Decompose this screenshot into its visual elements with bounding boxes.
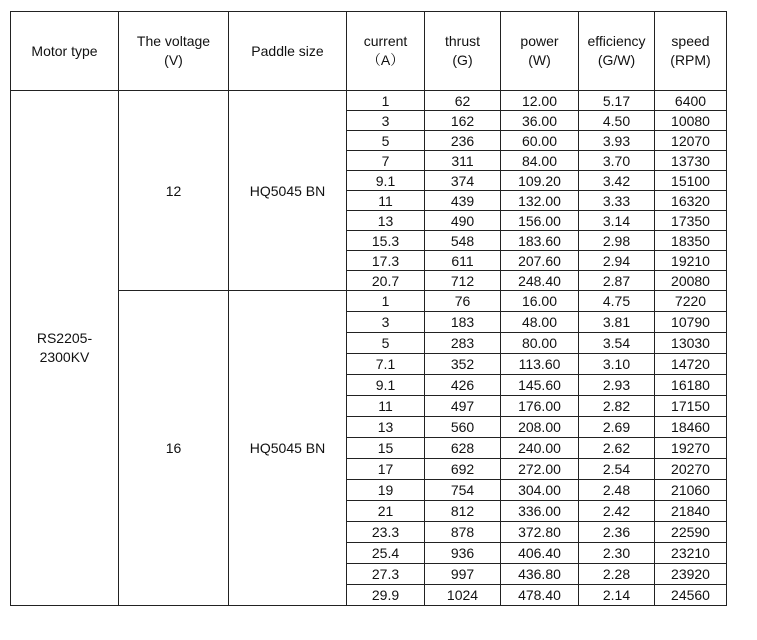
power-cell: 109.20 [501, 171, 579, 191]
speed-cell: 10080 [655, 111, 727, 131]
speed-cell: 17150 [655, 396, 727, 417]
motor-model-line2: 2300KV [39, 349, 90, 365]
efficiency-cell: 2.28 [579, 564, 655, 585]
speed-cell: 20270 [655, 459, 727, 480]
thrust-cell: 560 [425, 417, 501, 438]
efficiency-cell: 2.62 [579, 438, 655, 459]
current-cell: 17 [347, 459, 425, 480]
thrust-cell: 311 [425, 151, 501, 171]
header-unit: (G) [452, 52, 473, 68]
thrust-cell: 712 [425, 271, 501, 291]
header-unit: (W) [528, 52, 551, 68]
power-cell: 208.00 [501, 417, 579, 438]
power-cell: 60.00 [501, 131, 579, 151]
thrust-cell: 426 [425, 375, 501, 396]
speed-cell: 13730 [655, 151, 727, 171]
efficiency-cell: 2.14 [579, 585, 655, 606]
power-cell: 176.00 [501, 396, 579, 417]
header-paddle-size [229, 12, 347, 91]
efficiency-cell: 5.17 [579, 91, 655, 111]
current-cell: 25.4 [347, 543, 425, 564]
thrust-cell: 812 [425, 501, 501, 522]
header-label: The voltage [136, 33, 211, 49]
current-cell: 19 [347, 480, 425, 501]
thrust-cell: 997 [425, 564, 501, 585]
power-cell: 478.40 [501, 585, 579, 606]
speed-cell: 23920 [655, 564, 727, 585]
power-cell: 132.00 [501, 191, 579, 211]
speed-cell: 6400 [655, 91, 727, 111]
header-label: Paddle size [251, 42, 324, 59]
power-cell: 36.00 [501, 111, 579, 131]
thrust-cell: 611 [425, 251, 501, 271]
power-cell: 84.00 [501, 151, 579, 171]
motor-test-table [10, 11, 727, 606]
power-cell: 406.40 [501, 543, 579, 564]
table-container [10, 11, 727, 606]
voltage-cell: 16 [119, 291, 229, 606]
efficiency-cell: 3.33 [579, 191, 655, 211]
current-cell: 23.3 [347, 522, 425, 543]
current-cell: 29.9 [347, 585, 425, 606]
header-label: Motor type [31, 42, 98, 59]
efficiency-cell: 2.54 [579, 459, 655, 480]
thrust-cell: 628 [425, 438, 501, 459]
power-cell: 207.60 [501, 251, 579, 271]
header-current [347, 12, 425, 91]
thrust-cell: 754 [425, 480, 501, 501]
power-cell: 156.00 [501, 211, 579, 231]
power-cell: 336.00 [501, 501, 579, 522]
header-label: efficiency [587, 33, 646, 49]
current-cell: 5 [347, 333, 425, 354]
paddle-size-cell: HQ5045 BN [229, 91, 347, 291]
thrust-cell: 76 [425, 291, 501, 312]
efficiency-cell: 2.87 [579, 271, 655, 291]
power-cell: 272.00 [501, 459, 579, 480]
power-cell: 183.60 [501, 231, 579, 251]
efficiency-cell: 2.93 [579, 375, 655, 396]
current-cell: 15 [347, 438, 425, 459]
speed-cell: 22590 [655, 522, 727, 543]
speed-cell: 15100 [655, 171, 727, 191]
thrust-cell: 497 [425, 396, 501, 417]
current-cell: 15.3 [347, 231, 425, 251]
efficiency-cell: 3.14 [579, 211, 655, 231]
efficiency-cell: 2.69 [579, 417, 655, 438]
efficiency-cell: 2.98 [579, 231, 655, 251]
table-row [11, 291, 727, 312]
efficiency-cell: 2.82 [579, 396, 655, 417]
current-cell: 1 [347, 91, 425, 111]
speed-cell: 23210 [655, 543, 727, 564]
efficiency-cell: 2.48 [579, 480, 655, 501]
power-cell: 12.00 [501, 91, 579, 111]
current-cell: 27.3 [347, 564, 425, 585]
power-cell: 372.80 [501, 522, 579, 543]
speed-cell: 13030 [655, 333, 727, 354]
power-cell: 48.00 [501, 312, 579, 333]
speed-cell: 16320 [655, 191, 727, 211]
thrust-cell: 162 [425, 111, 501, 131]
thrust-cell: 283 [425, 333, 501, 354]
header-unit: (RPM) [670, 52, 711, 68]
speed-cell: 10790 [655, 312, 727, 333]
efficiency-cell: 4.75 [579, 291, 655, 312]
power-cell: 16.00 [501, 291, 579, 312]
power-cell: 436.80 [501, 564, 579, 585]
header-power [501, 12, 579, 91]
thrust-cell: 692 [425, 459, 501, 480]
current-cell: 11 [347, 191, 425, 211]
efficiency-cell: 4.50 [579, 111, 655, 131]
power-cell: 145.60 [501, 375, 579, 396]
speed-cell: 19210 [655, 251, 727, 271]
current-cell: 20.7 [347, 271, 425, 291]
efficiency-cell: 2.94 [579, 251, 655, 271]
efficiency-cell: 2.42 [579, 501, 655, 522]
speed-cell: 16180 [655, 375, 727, 396]
paddle-size-cell: HQ5045 BN [229, 291, 347, 606]
current-cell: 13 [347, 211, 425, 231]
current-cell: 9.1 [347, 375, 425, 396]
header-label: speed [671, 33, 710, 49]
voltage-cell: 12 [119, 91, 229, 291]
current-cell: 5 [347, 131, 425, 151]
speed-cell: 7220 [655, 291, 727, 312]
efficiency-cell: 3.10 [579, 354, 655, 375]
efficiency-cell: 3.93 [579, 131, 655, 151]
efficiency-cell: 3.81 [579, 312, 655, 333]
thrust-cell: 936 [425, 543, 501, 564]
current-cell: 9.1 [347, 171, 425, 191]
thrust-cell: 548 [425, 231, 501, 251]
table-body [11, 91, 727, 606]
current-cell: 3 [347, 312, 425, 333]
thrust-cell: 439 [425, 191, 501, 211]
efficiency-cell: 2.36 [579, 522, 655, 543]
power-cell: 304.00 [501, 480, 579, 501]
power-cell: 80.00 [501, 333, 579, 354]
header-unit: (G/W) [597, 52, 636, 68]
speed-cell: 19270 [655, 438, 727, 459]
speed-cell: 24560 [655, 585, 727, 606]
thrust-cell: 352 [425, 354, 501, 375]
header-row [11, 12, 727, 91]
current-cell: 13 [347, 417, 425, 438]
header-label: power [520, 33, 559, 49]
header-label: current [363, 33, 408, 49]
speed-cell: 18460 [655, 417, 727, 438]
efficiency-cell: 3.54 [579, 333, 655, 354]
thrust-cell: 1024 [425, 585, 501, 606]
thrust-cell: 490 [425, 211, 501, 231]
current-cell: 3 [347, 111, 425, 131]
header-label: thrust [444, 33, 480, 49]
efficiency-cell: 3.70 [579, 151, 655, 171]
current-cell: 7 [347, 151, 425, 171]
speed-cell: 14720 [655, 354, 727, 375]
speed-cell: 21840 [655, 501, 727, 522]
current-cell: 1 [347, 291, 425, 312]
current-cell: 21 [347, 501, 425, 522]
header-thrust [425, 12, 501, 91]
table-header [11, 12, 727, 91]
speed-cell: 20080 [655, 271, 727, 291]
header-unit: （A） [366, 52, 405, 68]
header-motor-type [11, 12, 119, 91]
efficiency-cell: 3.42 [579, 171, 655, 191]
speed-cell: 17350 [655, 211, 727, 231]
table-row [11, 91, 727, 111]
speed-cell: 12070 [655, 131, 727, 151]
power-cell: 240.00 [501, 438, 579, 459]
efficiency-cell: 2.30 [579, 543, 655, 564]
motor-model-line1: RS2205- [36, 330, 93, 346]
header-unit: (V) [164, 52, 183, 68]
header-voltage [119, 12, 229, 91]
power-cell: 113.60 [501, 354, 579, 375]
thrust-cell: 374 [425, 171, 501, 191]
header-efficiency [579, 12, 655, 91]
power-cell: 248.40 [501, 271, 579, 291]
thrust-cell: 183 [425, 312, 501, 333]
motor-type-cell [11, 91, 119, 606]
header-speed [655, 12, 727, 91]
thrust-cell: 62 [425, 91, 501, 111]
speed-cell: 21060 [655, 480, 727, 501]
current-cell: 7.1 [347, 354, 425, 375]
current-cell: 17.3 [347, 251, 425, 271]
speed-cell: 18350 [655, 231, 727, 251]
thrust-cell: 878 [425, 522, 501, 543]
thrust-cell: 236 [425, 131, 501, 151]
current-cell: 11 [347, 396, 425, 417]
